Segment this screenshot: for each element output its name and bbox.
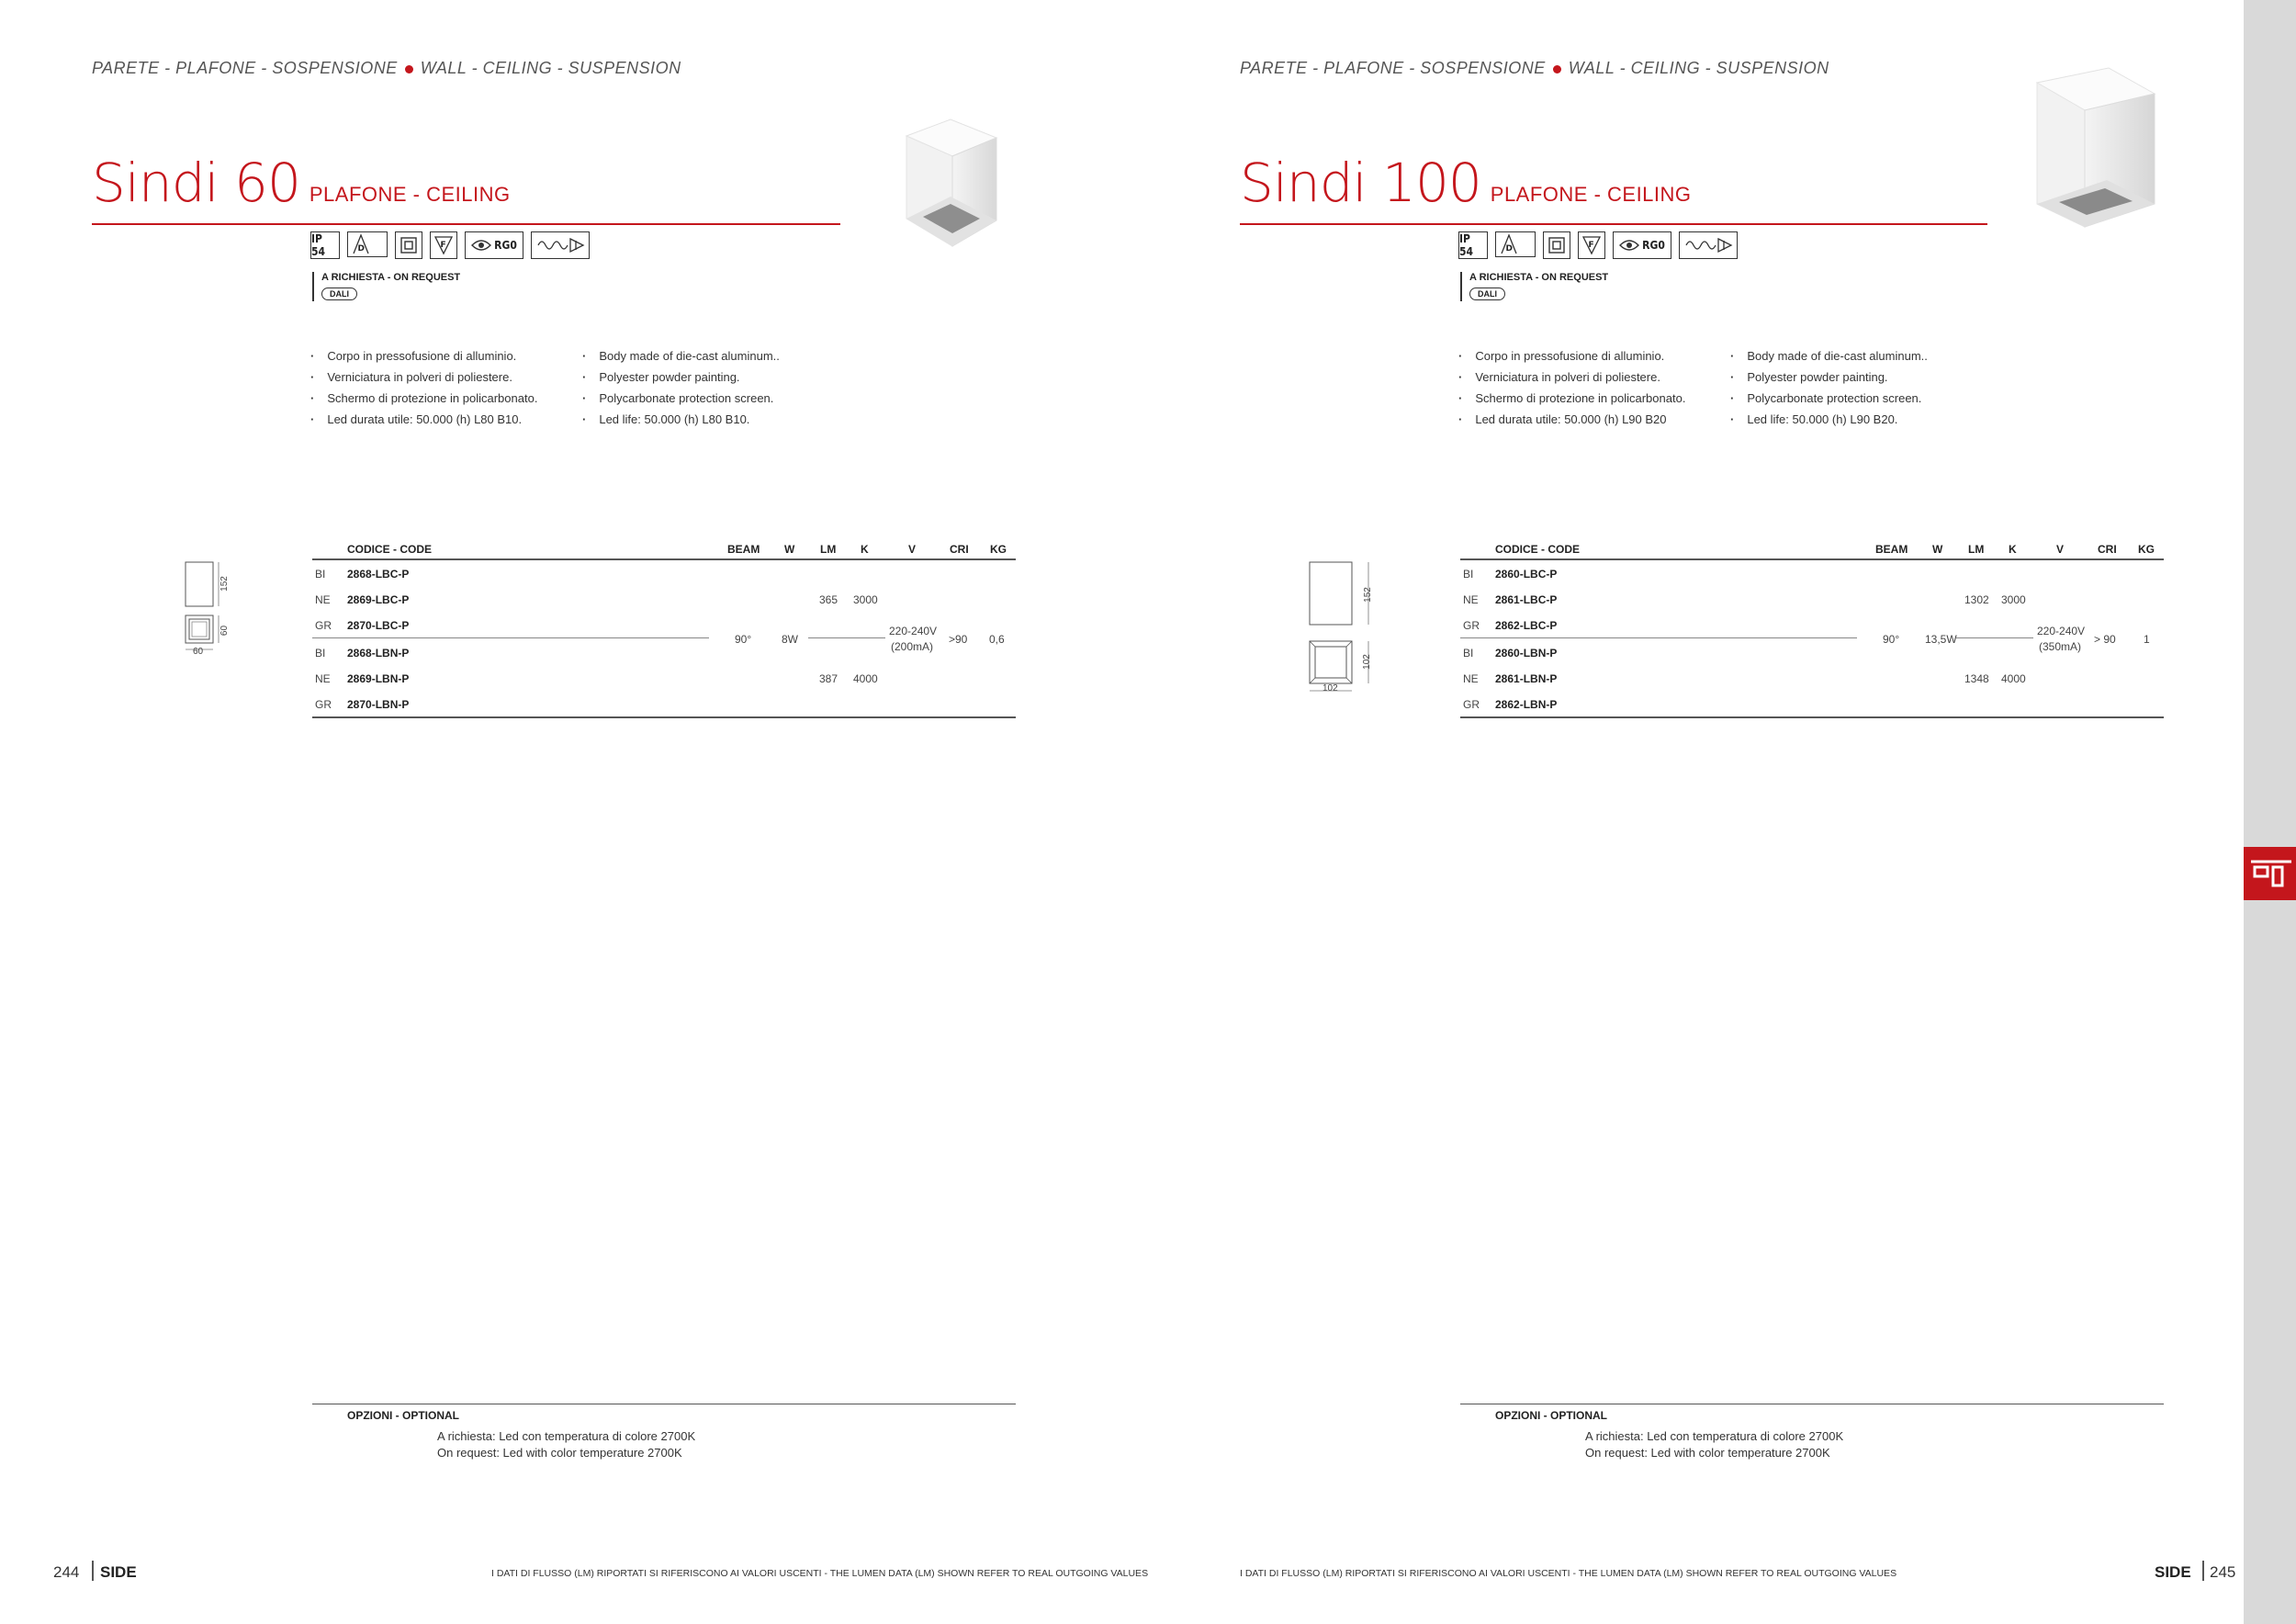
page-number-left: 244 <box>53 1563 80 1581</box>
header-kg: KG <box>990 543 1007 556</box>
product-table-right <box>1460 540 2164 719</box>
lm-k-divider <box>1956 637 2033 638</box>
group-divider <box>312 637 709 638</box>
watt-value: 13,5W <box>1925 633 1957 646</box>
row-color: GR <box>1463 698 1480 711</box>
features-it-right <box>1458 345 1685 430</box>
svg-text:F: F <box>1588 241 1594 250</box>
rg-label: RG0 <box>1642 239 1665 252</box>
header-k: K <box>861 543 869 556</box>
product-title-right <box>1240 152 1692 214</box>
category-it: PARETE - PLAFONE - SOSPENSIONE <box>92 59 398 77</box>
certification-icons-left <box>310 231 590 259</box>
cri-value: > 90 <box>2094 633 2116 646</box>
option-line: On request: Led with color temperature 2700K <box>437 1446 682 1460</box>
on-request-right <box>1460 272 1608 301</box>
table-header-rule <box>1460 558 2164 560</box>
category-line-left <box>92 59 681 78</box>
photobiological-rg0-icon <box>465 231 523 259</box>
options-title-left: OPZIONI - OPTIONAL <box>347 1409 459 1422</box>
kg-value: 1 <box>2144 633 2150 646</box>
dim-depth-label: 60 <box>219 625 231 637</box>
row-code: 2861-LBC-P <box>1495 593 1558 606</box>
on-request-left <box>312 272 460 301</box>
certification-icons-right <box>1458 231 1738 259</box>
red-dot-icon <box>1553 65 1561 73</box>
row-color: NE <box>1463 672 1479 685</box>
row-code: 2869-LBN-P <box>347 672 410 685</box>
dali-icon: DALI <box>321 288 357 300</box>
footer-separator <box>92 1561 94 1581</box>
row-code: 2868-LBN-P <box>347 647 410 660</box>
class-ii-icon <box>1543 231 1570 259</box>
feature-item: · Led durata utile: 50.000 (h) L80 B10. <box>310 409 537 430</box>
product-name: Sindi 60 <box>92 152 300 214</box>
lm-k-divider <box>808 637 885 638</box>
title-underline <box>92 223 840 225</box>
lm-value-3000: 1302 <box>1964 593 1989 606</box>
header-code: CODICE - CODE <box>347 543 433 556</box>
product-title-left <box>92 152 511 214</box>
watt-value: 8W <box>782 633 798 646</box>
k-value-4000: 4000 <box>2001 672 2026 685</box>
feature-item: · Led life: 50.000 (h) L90 B20. <box>1730 409 1928 430</box>
lm-value-3000: 365 <box>819 593 838 606</box>
options-text-right <box>1585 1428 1843 1461</box>
row-code: 2861-LBN-P <box>1495 672 1558 685</box>
voltage-value: 220-240V <box>2037 625 2086 637</box>
header-code: CODICE - CODE <box>1495 543 1581 556</box>
category-line-right <box>1240 59 1829 78</box>
row-code: 2862-LBN-P <box>1495 698 1558 711</box>
row-code: 2862-LBC-P <box>1495 619 1558 632</box>
brand-right: SIDE <box>2155 1563 2191 1581</box>
feature-item: · Verniciatura in polveri di poliestere. <box>1458 367 1685 388</box>
dim-height-label: 152 <box>1362 587 1373 603</box>
current-value: (350mA) <box>2039 640 2082 653</box>
options-title-right: OPZIONI - OPTIONAL <box>1495 1409 1607 1422</box>
footer-note-right: I DATI DI FLUSSO (LM) RIPORTATI SI RIFERISCONO AI VALORI USCENTI - THE LUMEN DATA (LM) SHOWN REFER TO REAL OUTGOING VALUES <box>1240 1568 1897 1579</box>
k-value-3000: 3000 <box>2001 593 2026 606</box>
product-table-left <box>312 540 1016 719</box>
photobiological-rg0-icon <box>1613 231 1671 259</box>
header-w: W <box>784 543 795 556</box>
row-color: NE <box>1463 593 1479 606</box>
table-bottom-rule <box>312 716 1016 718</box>
side-index-bar <box>2244 0 2296 1624</box>
row-color: BI <box>315 647 326 660</box>
row-code: 2868-LBC-P <box>347 568 410 581</box>
k-value-3000: 3000 <box>853 593 878 606</box>
row-color: BI <box>315 568 326 581</box>
features-en-left <box>582 345 780 430</box>
row-code: 2860-LBC-P <box>1495 568 1558 581</box>
beam-value: 90° <box>735 633 752 646</box>
header-kg: KG <box>2138 543 2155 556</box>
dim-height-label: 152 <box>219 576 230 592</box>
footer-separator <box>2202 1561 2204 1581</box>
row-color: BI <box>1463 568 1474 581</box>
feature-item: · Schermo di protezione in policarbonato. <box>1458 388 1685 409</box>
row-code: 2870-LBN-P <box>347 698 410 711</box>
row-color: GR <box>315 698 332 711</box>
product-type: PLAFONE - CEILING <box>309 183 511 206</box>
header-v: V <box>908 543 917 556</box>
features-en-right <box>1730 345 1928 430</box>
feature-item: · Polycarbonate protection screen. <box>582 388 780 409</box>
dim-depth-label: 102 <box>1361 654 1372 670</box>
option-line: A richiesta: Led con temperatura di colore 2700K <box>1585 1429 1844 1443</box>
feature-item: · Schermo di protezione in policarbonato. <box>310 388 537 409</box>
row-code: 2870-LBC-P <box>347 619 410 632</box>
table-header-rule <box>312 558 1016 560</box>
feature-item: · Verniciatura in polveri di poliestere. <box>310 367 537 388</box>
category-en: WALL - CEILING - SUSPENSION <box>420 59 681 77</box>
feature-item: · Led life: 50.000 (h) L80 B10. <box>582 409 780 430</box>
svg-text:D: D <box>357 244 365 254</box>
red-dot-icon <box>405 65 413 73</box>
row-color: GR <box>315 619 332 632</box>
dimension-drawing-left <box>182 557 237 660</box>
category-it: PARETE - PLAFONE - SOSPENSIONE <box>1240 59 1546 77</box>
row-code: 2869-LBC-P <box>347 593 410 606</box>
feature-item: · Corpo in pressofusione di alluminio. <box>310 345 537 367</box>
ip-rating-icon: IP 54 <box>1458 231 1488 259</box>
section-tab[interactable] <box>2244 847 2296 900</box>
brand-left: SIDE <box>100 1563 137 1581</box>
options-text-left <box>437 1428 695 1461</box>
dimension-drawing-right <box>1306 557 1379 700</box>
beam-value: 90° <box>1883 633 1900 646</box>
cri-value: >90 <box>949 633 968 646</box>
on-request-title: A RICHIESTA - ON REQUEST <box>321 272 461 283</box>
dali-icon: DALI <box>1469 288 1505 300</box>
feature-item: · Led durata utile: 50.000 (h) L90 B20 <box>1458 409 1685 430</box>
header-beam: BEAM <box>727 543 760 556</box>
class-ii-icon <box>395 231 422 259</box>
svg-text:F: F <box>440 241 446 250</box>
feature-item: · Corpo in pressofusione di alluminio. <box>1458 345 1685 367</box>
page-number-right: 245 <box>2210 1563 2236 1581</box>
row-code: 2860-LBN-P <box>1495 647 1558 660</box>
current-value: (200mA) <box>891 640 934 653</box>
d-mark-icon <box>1495 231 1536 257</box>
feature-item: · Polycarbonate protection screen. <box>1730 388 1928 409</box>
k-value-4000: 4000 <box>853 672 878 685</box>
header-w: W <box>1932 543 1943 556</box>
on-request-title: A RICHIESTA - ON REQUEST <box>1469 272 1609 283</box>
option-line: A richiesta: Led con temperatura di colore 2700K <box>437 1429 696 1443</box>
row-color: BI <box>1463 647 1474 660</box>
row-color: NE <box>315 672 331 685</box>
option-line: On request: Led with color temperature 2700K <box>1585 1446 1830 1460</box>
header-v: V <box>2056 543 2065 556</box>
header-k: K <box>2009 543 2017 556</box>
feature-item: · Body made of die-cast aluminum.. <box>1730 345 1928 367</box>
driver-wave-icon <box>531 231 590 259</box>
dim-width-label: 102 <box>1322 683 1338 694</box>
feature-item: · Polyester powder painting. <box>1730 367 1928 388</box>
product-type: PLAFONE - CEILING <box>1490 183 1692 206</box>
voltage-value: 220-240V <box>889 625 938 637</box>
group-divider <box>1460 637 1857 638</box>
header-lm: LM <box>820 543 837 556</box>
f-mark-icon <box>430 231 457 259</box>
header-lm: LM <box>1968 543 1985 556</box>
ceiling-lamp-section-icon <box>2244 847 2296 900</box>
product-image-right <box>2032 66 2160 231</box>
footer-note-left: I DATI DI FLUSSO (LM) RIPORTATI SI RIFERISCONO AI VALORI USCENTI - THE LUMEN DATA (LM) SHOWN REFER TO REAL OUTGOING VALUES <box>491 1568 1149 1579</box>
product-name: Sindi 100 <box>1240 152 1481 214</box>
row-color: NE <box>315 593 331 606</box>
driver-wave-icon <box>1679 231 1738 259</box>
rg-label: RG0 <box>494 239 517 252</box>
header-cri: CRI <box>950 543 969 556</box>
d-mark-icon <box>347 231 388 257</box>
feature-item: · Polyester powder painting. <box>582 367 780 388</box>
feature-item: · Body made of die-cast aluminum.. <box>582 345 780 367</box>
lm-value-4000: 387 <box>819 672 838 685</box>
header-beam: BEAM <box>1875 543 1908 556</box>
dim-width-label: 60 <box>193 647 204 657</box>
header-cri: CRI <box>2098 543 2117 556</box>
svg-text:D: D <box>1505 244 1513 254</box>
row-color: GR <box>1463 619 1480 632</box>
f-mark-icon <box>1578 231 1605 259</box>
title-underline <box>1240 223 1987 225</box>
kg-value: 0,6 <box>989 633 1005 646</box>
category-en: WALL - CEILING - SUSPENSION <box>1568 59 1829 77</box>
product-image-left <box>895 118 1006 251</box>
table-bottom-rule <box>1460 716 2164 718</box>
lm-value-4000: 1348 <box>1964 672 1989 685</box>
features-it-left <box>310 345 537 430</box>
ip-rating-icon: IP 54 <box>310 231 340 259</box>
